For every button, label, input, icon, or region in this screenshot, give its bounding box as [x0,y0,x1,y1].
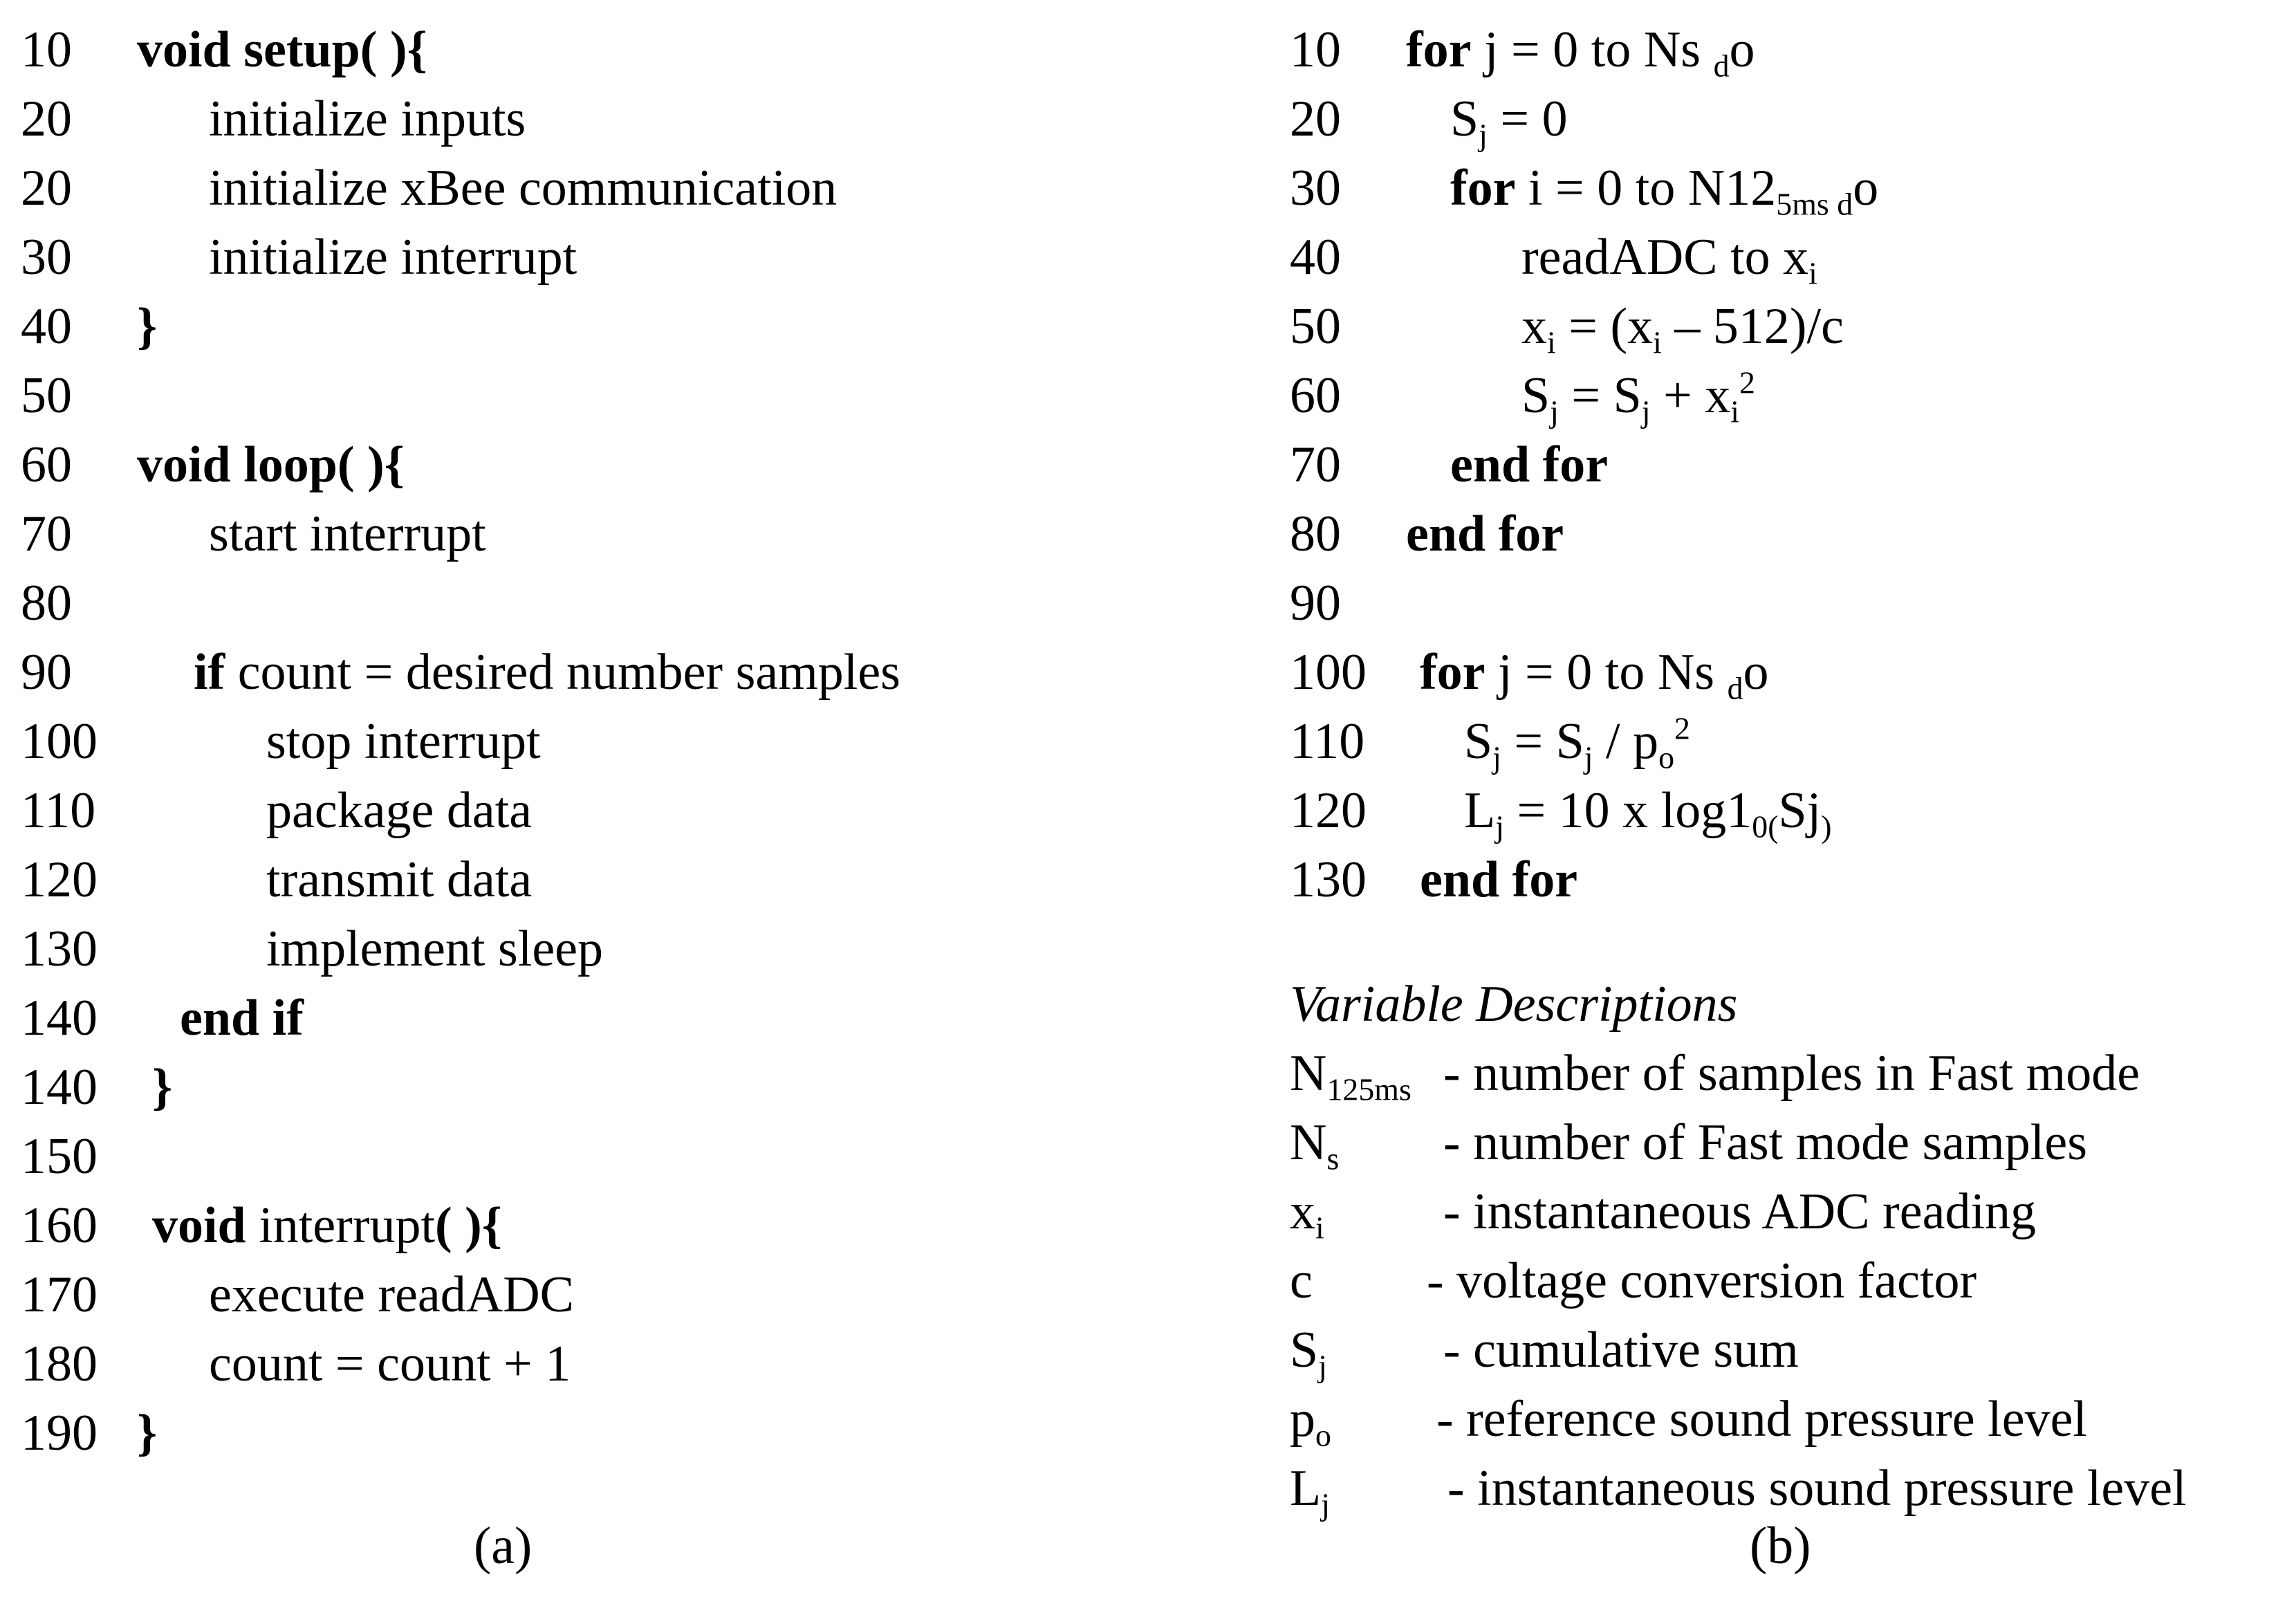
line-number: 20 [1290,91,1341,147]
line-number: 90 [1290,575,1341,631]
line-number: 30 [21,229,72,286]
code-text: readADC to $x_i$ [1521,229,1817,291]
panel-b-pseudocode [1231,0,2296,1615]
line-number: 100 [21,713,98,770]
line-number: 140 [21,1059,98,1116]
code-text: } [137,298,158,355]
code-text: $S_j = 0$ [1450,91,1568,153]
variable-symbol: $x_i$ [1290,1183,1324,1246]
line-number: 80 [1290,506,1341,562]
line-number: 20 [21,91,72,147]
line-number: 110 [1290,713,1365,770]
code-text: if count = desired number samples [194,644,900,701]
variable-description: - number of samples in Fast mode [1443,1045,2140,1102]
line-number: 20 [21,160,72,216]
line-number: 40 [21,298,72,355]
line-number: 40 [1290,229,1341,286]
code-text: package data [266,782,533,839]
caption-a: (a) [474,1517,533,1575]
code-text: count = count + 1 [209,1336,571,1392]
variable-symbol: $N_s$ [1290,1114,1340,1176]
variable-description: - instantaneous ADC reading [1443,1183,2036,1240]
variable-descriptions-title: Variable Descriptions [1290,976,1738,1033]
code-text: void loop( ){ [137,436,405,493]
code-text: execute readADC [209,1266,575,1323]
variable-description: - cumulative sum [1443,1322,1799,1378]
variable-symbol: c [1290,1253,1313,1309]
line-number: 90 [21,644,72,701]
variable-description: - reference sound pressure level [1436,1391,2087,1448]
code-text: $L_j = 10$ x $\log 1_{0(}Sj_)$ [1464,782,1832,845]
line-number: 120 [1290,782,1367,839]
line-number: 150 [21,1128,98,1185]
variable-description: - voltage conversion factor [1427,1253,1977,1309]
code-text: end for [1406,506,1564,562]
code-text: } [137,1405,158,1461]
code-text: initialize xBee communication [209,160,837,216]
code-text: start interrupt [209,506,486,562]
line-number: 10 [21,21,72,78]
line-number: 170 [21,1266,98,1323]
line-number: 130 [1290,851,1367,908]
code-text: transmit data [266,851,533,908]
code-text: } [152,1059,173,1116]
line-number: 160 [21,1197,98,1254]
code-text: initialize interrupt [209,229,577,286]
code-text: for j = 0 to Ns $_d$o [1420,644,1769,706]
variable-symbol: $L_j$ [1290,1460,1330,1522]
code-text: $S_j = S_j / p_o^2$ [1464,710,1690,775]
line-number: 50 [1290,298,1341,355]
variable-symbol: $S_j$ [1290,1322,1327,1384]
code-text: end for [1450,436,1609,493]
code-text: initialize inputs [209,91,526,147]
line-number: 70 [1290,436,1341,493]
code-text: end if [180,990,304,1046]
variable-symbol: $p_o$ [1290,1391,1331,1453]
code-text: $x_i = (x_i - 512)/c$ [1521,298,1844,360]
caption-b: (b) [1750,1517,1811,1575]
code-text: for j = 0 to Ns $_d$o [1406,21,1755,84]
line-number: 80 [21,575,72,631]
code-text: void interrupt( ){ [152,1197,502,1254]
line-number: 10 [1290,21,1341,78]
line-number: 120 [21,851,98,908]
line-number: 60 [21,436,72,493]
code-text: stop interrupt [266,713,541,770]
code-text: void setup( ){ [137,21,427,78]
code-text: $S_j = S_j + x_i^2$ [1521,364,1755,430]
line-number: 110 [21,782,96,839]
code-text: implement sleep [266,921,604,977]
code-text: end for [1420,851,1578,908]
code-text: for i = 0 to $N12_{5ms d}o$ [1450,160,1879,222]
variable-symbol: $N_{125ms}$ [1290,1045,1411,1107]
line-number: 100 [1290,644,1367,701]
variable-description: - number of Fast mode samples [1443,1114,2087,1171]
line-number: 140 [21,990,98,1046]
line-number: 190 [21,1405,98,1461]
line-number: 30 [1290,160,1341,216]
line-number: 180 [21,1336,98,1392]
line-number: 60 [1290,367,1341,424]
line-number: 70 [21,506,72,562]
line-number: 50 [21,367,72,424]
variable-description: - instantaneous sound pressure level [1447,1460,2187,1517]
line-number: 130 [21,921,98,977]
